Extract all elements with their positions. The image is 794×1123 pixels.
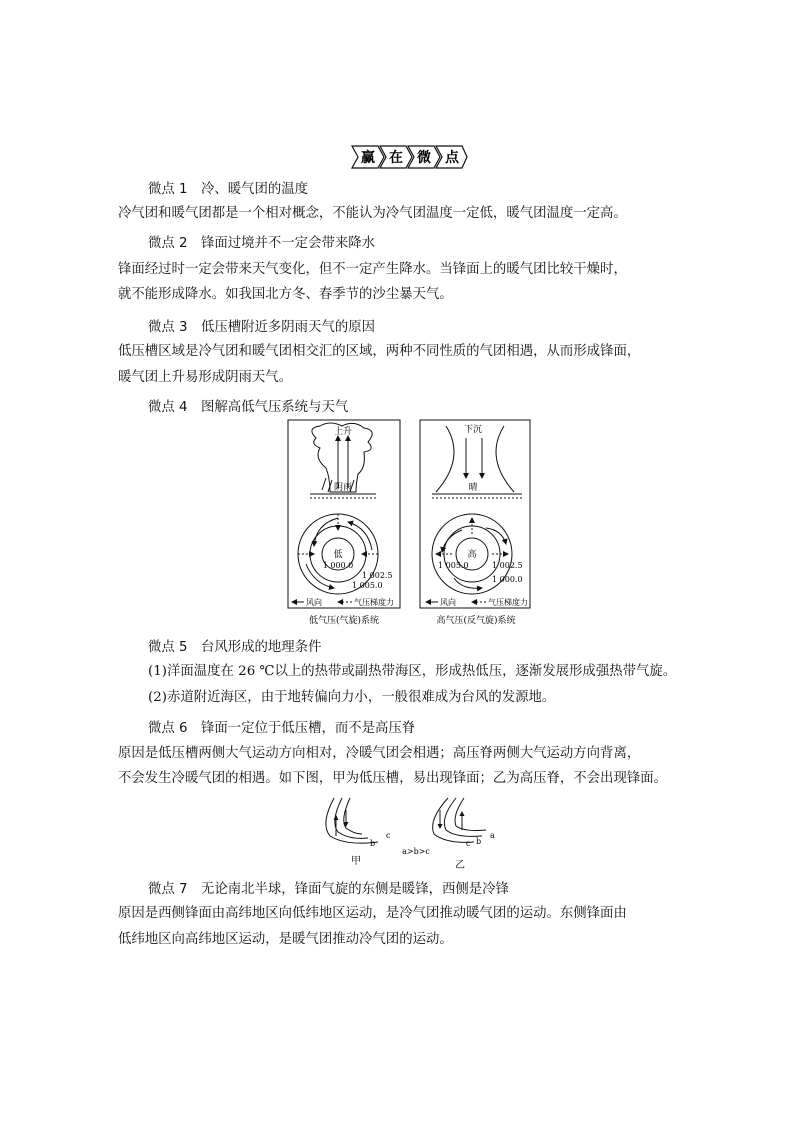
point-text-line: 锋面经过时一定会带来天气变化，但不一定产生降水。当锋面上的暖气团比较干燥时， (118, 262, 627, 277)
point-text-line: 低纬地区向高纬地区运动，是暖气团推动冷气团的运动。 (118, 932, 453, 947)
ridge-line-label: b (476, 837, 482, 846)
point-text-line: (1)洋面温度在 26 ℃以上的热带或副热带海区，形成热低压，逐渐发展形成强热带气旋。 (148, 664, 677, 679)
point-heading: 微点 1 冷、暖气团的温度 (148, 182, 309, 197)
low-isobar-value: 1 002.5 (362, 571, 393, 580)
point-heading: 微点 3 低压槽附近多阴雨天气的原因 (148, 320, 376, 335)
high-top-label: 下沉 (463, 425, 483, 435)
low-isobar-value: 1 005.0 (352, 581, 383, 590)
point-text-line: 就不能形成降水。如我国北方冬、春季节的沙尘暴天气。 (118, 287, 453, 302)
point-text-line: 不会发生冷暖气团的相遇。如下图，甲为低压槽，易出现锋面；乙为高压脊，不会出现锋面。 (118, 771, 668, 786)
point-text-line: (2)赤道附近海区，由于地转偏向力小，一般很难成为台风的发源地。 (148, 690, 556, 705)
high-isobar-value: 1 002.5 (492, 561, 523, 570)
trough-ridge-figure (316, 796, 516, 872)
high-isobar-value: 1 005.0 (438, 561, 469, 570)
pressure-systems-figure (286, 418, 532, 628)
point-text-line: 原因是西侧锋面由高纬地区向低纬地区运动，是冷气团推动暖气团的运动。东侧锋面由 (118, 906, 627, 921)
ridge-line-label: a (490, 831, 495, 840)
point-text-line: 原因是低压槽两侧大气运动方向相对，冷暖气团会相遇；高压脊两侧大气运动方向背离， (118, 746, 641, 761)
low-bottom-label: 阴雨 (333, 483, 353, 493)
ridge-isobars (433, 798, 486, 842)
point-heading: 微点 2 锋面过境并不一定会带来降水 (148, 236, 376, 251)
point-text-line: 暖气团上升易形成阴雨天气。 (118, 370, 293, 385)
legend-pgf-label: 气压梯度力 (488, 598, 528, 607)
ridge-label: 乙 (455, 860, 465, 871)
trough-line-label: c (386, 831, 391, 840)
point-text-line: 冷气团和暖气团都是一个相对概念，不能认为冷气团温度一定低，暖气团温度一定高。 (118, 206, 627, 221)
high-isobar-value: 1 000.0 (492, 575, 523, 584)
point-text-line: 低压槽区域是冷气团和暖气团相交汇的区域，两种不同性质的气团相遇，从而形成锋面， (118, 344, 641, 359)
high-center-label: 高 (467, 550, 477, 560)
high-bottom-label: 晴 (468, 483, 478, 493)
trough-isobars (326, 798, 378, 843)
legend-wind-label: 风向 (306, 598, 322, 607)
low-isobar-value: 1 000.0 (322, 561, 354, 570)
high-caption: 高气压(反气旋)系统 (436, 616, 516, 626)
low-center-label: 低 (333, 550, 343, 560)
pressure-relation: a>b>c (402, 847, 430, 856)
section-banner (350, 144, 468, 170)
trough-line-label: b (370, 839, 376, 848)
point-heading: 微点 5 台风形成的地理条件 (148, 640, 322, 655)
banner-char: 微 (417, 150, 431, 166)
low-top-label: 上升 (333, 427, 353, 437)
point-heading: 微点 4 图解高低气压系统与天气 (148, 400, 349, 415)
point-heading: 微点 7 无论南北半球，锋面气旋的东侧是暖锋，西侧是冷锋 (148, 882, 509, 897)
banner-char: 在 (389, 150, 403, 166)
banner-char: 赢 (361, 150, 375, 166)
banner-char: 点 (445, 150, 459, 166)
legend-wind-label: 风向 (440, 598, 456, 607)
low-caption: 低气压(气旋)系统 (308, 616, 380, 626)
legend-pgf-label: 气压梯度力 (354, 598, 394, 607)
point-heading: 微点 6 锋面一定位于低压槽，而不是高压脊 (148, 721, 416, 736)
ridge-line-label: c (466, 839, 471, 848)
trough-label: 甲 (351, 856, 361, 867)
